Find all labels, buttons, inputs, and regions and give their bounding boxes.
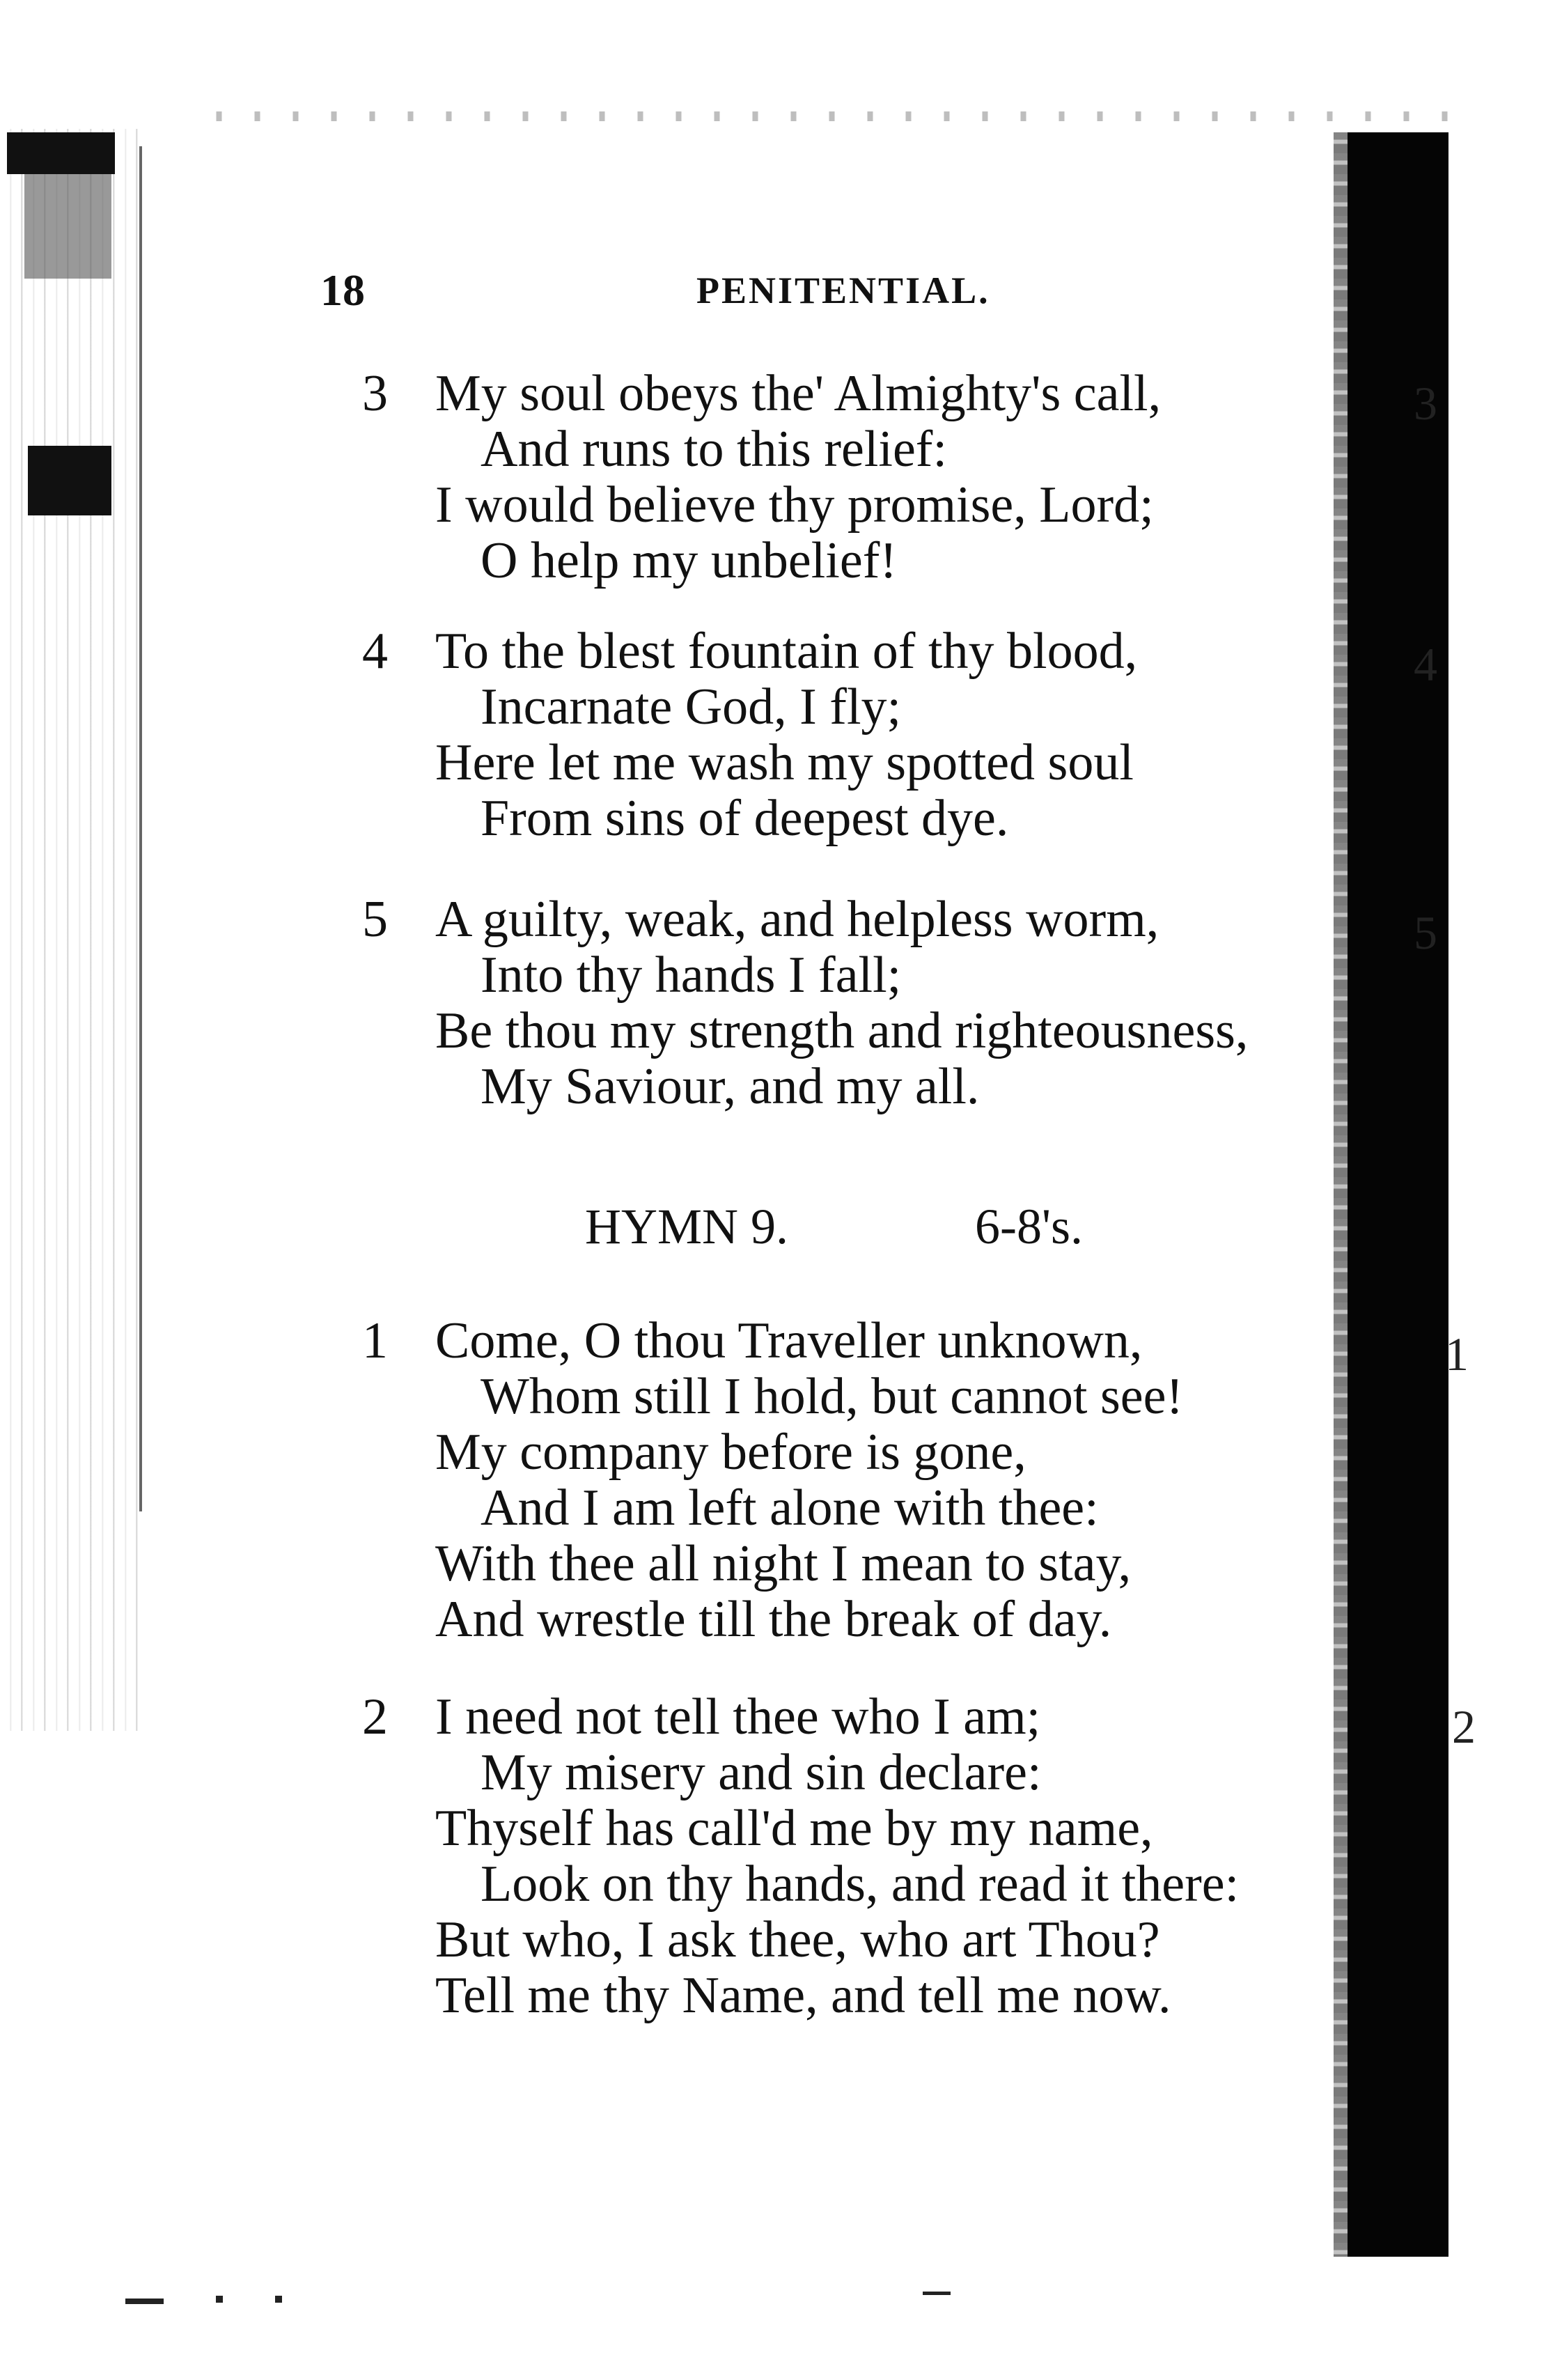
- stanza: [362, 1313, 1302, 1647]
- verse-line: Be thou my strength and righteousness,: [435, 1002, 1249, 1059]
- verse-line: Here let me wash my spotted soul: [435, 734, 1134, 791]
- scan-mark: [216, 2296, 223, 2303]
- verse-line: Into thy hands I fall;: [481, 947, 902, 1004]
- verse-text: A guilty, weak, and helpless worm,: [435, 891, 1159, 948]
- verse-line: And I am left alone with thee:: [481, 1479, 1099, 1537]
- stanza: [362, 366, 1302, 589]
- verse-text: My soul obeys the' Almighty's call,: [435, 365, 1162, 422]
- facing-page-fragment: 4: [1414, 638, 1437, 691]
- verse-text: Come, O thou Traveller unknown,: [435, 1312, 1143, 1369]
- verse-text: To the blest fountain of thy blood,: [435, 623, 1138, 680]
- page-edge-shadow: [1334, 132, 1349, 2257]
- scan-mark: [275, 2296, 282, 2303]
- stanza-number: 1: [362, 1312, 388, 1369]
- verse-line: My Saviour, and my all.: [481, 1058, 980, 1115]
- scan-mark: [125, 2299, 164, 2304]
- stanza: [362, 892, 1302, 1114]
- page-edge-rule: [139, 146, 142, 1511]
- facing-page-fragment: 1: [1445, 1328, 1469, 1380]
- verse-line: My misery and sin declare:: [481, 1744, 1042, 1801]
- verse-line: Thyself has call'd me by my name,: [435, 1800, 1153, 1857]
- stanza-number: 2: [362, 1688, 388, 1745]
- stanza-number: 4: [362, 623, 388, 680]
- hymn-title: HYMN 9.: [585, 1199, 789, 1254]
- stanza-number: 3: [362, 365, 388, 422]
- scan-mark: [923, 2292, 951, 2295]
- verse-line: From sins of deepest dye.: [481, 790, 1009, 847]
- verse-text: I need not tell thee who I am;: [435, 1688, 1041, 1745]
- binding-shadow: [28, 446, 111, 515]
- binding-gutter: [0, 129, 146, 1731]
- verse-line: O help my unbelief!: [481, 532, 897, 589]
- verse-line: With thee all night I mean to stay,: [435, 1535, 1132, 1592]
- verse-line: And runs to this relief:: [481, 421, 948, 478]
- binding-shadow: [7, 132, 115, 174]
- binding-shadow: [24, 174, 111, 279]
- hymn-heading: [585, 1198, 1142, 1268]
- verse-line: [362, 1689, 1302, 1745]
- verse-line: [362, 1313, 1302, 1369]
- verse-line: But who, I ask thee, who art Thou?: [435, 1911, 1160, 1968]
- stanza-number: 5: [362, 891, 388, 948]
- verse-line: And wrestle till the break of day.: [435, 1591, 1112, 1648]
- page-fold-shadow: [1348, 132, 1448, 2257]
- running-head: PENITENTIAL.: [696, 270, 990, 311]
- verse-line: [362, 623, 1302, 679]
- facing-page-fragment: 2: [1452, 1700, 1476, 1753]
- scan-noise: [202, 111, 1455, 121]
- verse-line: Look on thy hands, and read it there:: [481, 1856, 1240, 1913]
- page-header: [320, 265, 1226, 313]
- facing-page-fragment: 3: [1414, 377, 1437, 430]
- verse-line: I would believe thy promise, Lord;: [435, 476, 1154, 534]
- verse-line: Tell me thy Name, and tell me now.: [435, 1967, 1171, 2024]
- page-number: 18: [320, 265, 365, 315]
- facing-page-fragment: 5: [1414, 906, 1437, 959]
- verse-line: Incarnate God, I fly;: [481, 678, 902, 736]
- verse-line: My company before is gone,: [435, 1424, 1026, 1481]
- hymn-meter: 6-8's.: [975, 1199, 1083, 1254]
- stanza: [362, 623, 1302, 846]
- verse-line: [362, 892, 1302, 947]
- verse-line: Whom still I hold, but cannot see!: [481, 1368, 1184, 1425]
- stanza: [362, 1689, 1302, 2023]
- verse-line: [362, 366, 1302, 421]
